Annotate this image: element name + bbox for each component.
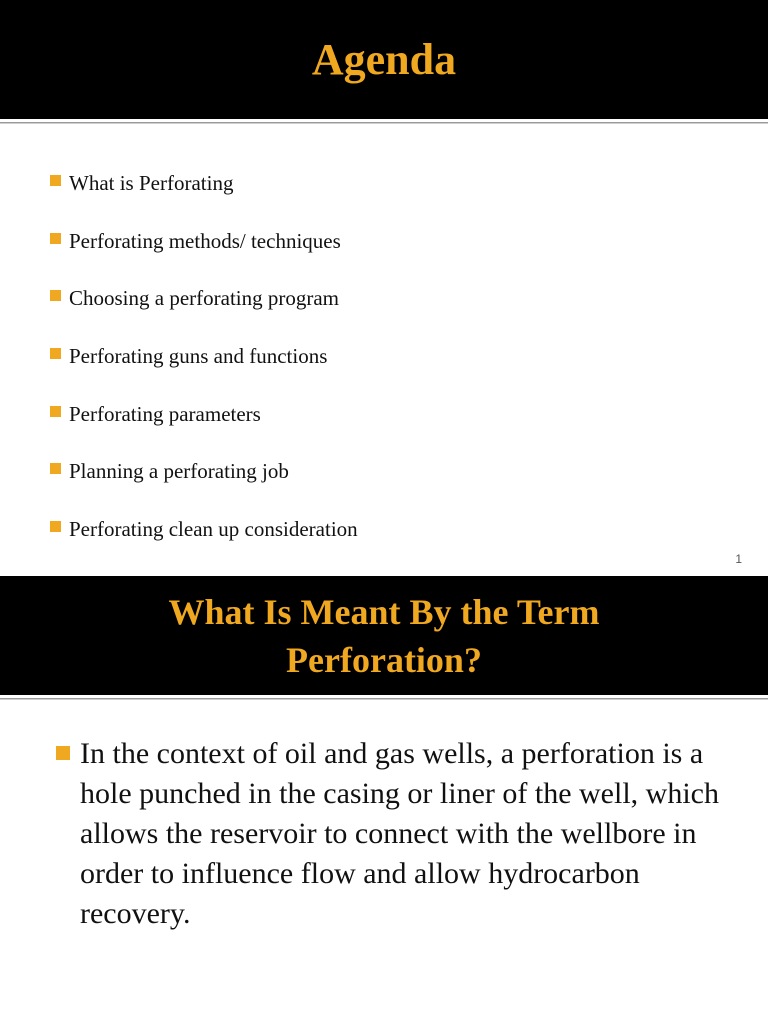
list-item bbox=[50, 501, 358, 559]
square-bullet-icon bbox=[50, 233, 61, 244]
list-item bbox=[50, 155, 358, 213]
square-bullet-icon bbox=[50, 348, 61, 359]
bullet-list bbox=[56, 734, 736, 934]
list-item-label: Perforating methods/ techniques bbox=[69, 228, 341, 253]
list-item-label: What is Perforating bbox=[69, 171, 234, 196]
square-bullet-icon bbox=[50, 290, 61, 301]
square-bullet-icon bbox=[56, 746, 70, 760]
list-item-label: Planning a perforating job bbox=[69, 459, 289, 484]
list-item bbox=[50, 328, 358, 386]
slide-title-line-2: Perforation? bbox=[286, 639, 482, 680]
square-bullet-icon bbox=[50, 463, 61, 474]
slide-title-line-1: What Is Meant By the Term bbox=[168, 591, 600, 632]
list-item bbox=[50, 443, 358, 501]
agenda-list bbox=[50, 155, 358, 558]
list-item-label: Perforating parameters bbox=[69, 401, 261, 426]
list-item bbox=[50, 270, 358, 328]
divider bbox=[0, 122, 768, 124]
square-bullet-icon bbox=[50, 175, 61, 186]
list-item bbox=[56, 734, 736, 934]
list-item-label: Choosing a perforating program bbox=[69, 286, 340, 311]
list-item-label: Perforating clean up consideration bbox=[69, 516, 358, 541]
divider bbox=[0, 698, 768, 700]
page-number: 1 bbox=[735, 552, 742, 566]
bullet-text: In the context of oil and gas wells, a perforation is a hole punched in the casing or liner of the well, which allows the reservoir to connect with the wellbore in order to influence flow and allow hydrocarbon recovery. bbox=[80, 737, 719, 930]
slide-title: Agenda bbox=[311, 34, 457, 84]
slide-title bbox=[169, 588, 600, 684]
slide-definition bbox=[0, 576, 768, 1024]
list-item bbox=[50, 385, 358, 443]
square-bullet-icon bbox=[50, 521, 61, 532]
list-item bbox=[50, 213, 358, 271]
list-item-label: Perforating guns and functions bbox=[69, 344, 328, 369]
square-bullet-icon bbox=[50, 406, 61, 417]
title-bar bbox=[0, 576, 768, 695]
title-bar bbox=[0, 0, 768, 119]
